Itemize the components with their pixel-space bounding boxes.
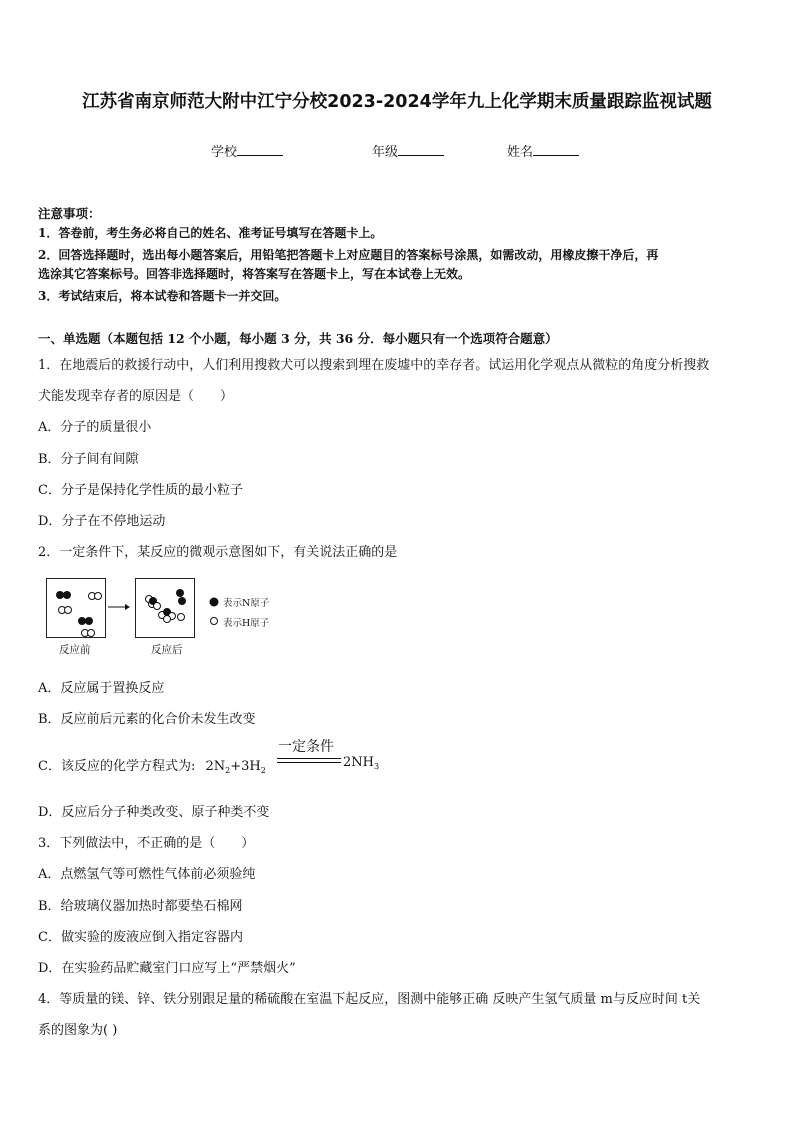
page-title: 江苏省南京师范大附中江宁分校2023-2024学年九上化学期末质量跟踪监视试题 [82,92,712,112]
question-1-line-1: 1．在地震后的救援行动中，人们利用搜救犬可以搜索到埋在废墟中的幸存者。试运用化学观点从微粒的角度分析搜救 [38,358,710,373]
before-label: 反应前 [59,644,91,656]
n-atom-icon [208,596,220,608]
question-3-stem: 3．下列做法中，不正确的是（ ） [38,836,255,851]
before-molecules [47,579,105,637]
before-box [46,578,106,638]
q3-option-a: A．点燃氢气等可燃性气体前必须验纯 [38,867,256,882]
q3-option-c: C．做实验的废液应倒入指定容器内 [38,930,243,945]
note-item: 1．答卷前，考生务必将自己的姓名、准考证号填写在答题卡上。 [38,226,383,240]
notes-heading: 注意事项： [38,206,101,221]
q2-option-c [38,755,266,775]
legend-n-atom: 表示N原子 [223,598,270,609]
q1-option-c: C．分子是保持化学性质的最小粒子 [38,483,243,498]
after-molecules [136,579,194,637]
q2-option-d: D．反应后分子种类改变、原子种类不变 [38,805,270,820]
q1-option-a: A．分子的质量很小 [38,420,152,435]
name-label: 姓名 [507,145,534,160]
after-box [135,578,195,638]
note-item: 2．回答选择题时，选出每小题答案后，用铅笔把答题卡上对应题目的答案标号涂黑，如需改动，用橡皮擦干净后，再 [38,248,659,262]
q3-option-d: D．在实验药品贮藏室门口应写上“严禁烟火” [38,961,296,976]
h-atom-icon [209,616,219,626]
school-blank [237,144,283,156]
reaction-diagram [43,578,283,658]
grade-field [372,141,444,160]
q2-option-a: A．反应属于置换反应 [38,681,165,696]
question-4-line-2: 系的图象为( ) [38,1023,118,1038]
q3-option-b: B．给玻璃仪器加热时都要垫石棉网 [38,899,243,914]
question-1-line-2: 犬能发现幸存者的原因是（ ） [38,389,234,404]
equals-line-top [277,758,341,759]
grade-label: 年级 [372,145,399,160]
question-2-stem: 2．一定条件下，某反应的微观示意图如下，有关说法正确的是 [38,545,398,560]
note-item: 3．考试结束后，将本试卷和答题卡一并交回。 [38,289,287,303]
q2-option-c-prefix: C．该反应的化学方程式为: [38,759,196,774]
legend-h-atom: 表示H原子 [223,618,270,629]
question-4-line-1: 4．等质量的镁、锌、铁分别跟足量的稀硫酸在室温下起反应，图测中能够正确 反映产生氢气质量 m与反应时间 t关 [38,992,701,1007]
section-heading: 一、单选题（本题包括 12 个小题，每小题 3 分，共 36 分．每小题只有一个选项符合题意） [38,331,558,346]
grade-blank [398,144,444,156]
arrow-icon [107,602,131,612]
note-item: 选涂其它答案标号。回答非选择题时，将答案写在答题卡上，写在本试卷上无效。 [38,267,471,281]
q1-option-d: D．分子在不停地运动 [38,514,166,529]
name-field [507,141,579,160]
q1-option-b: B．分子间有间隙 [38,452,139,467]
school-label: 学校 [211,145,238,160]
name-blank [533,144,579,156]
equals-line-bottom [277,762,341,763]
equation-lhs: $2N_2+3H_2$ [205,759,266,775]
equation-rhs: $2NH_3$ [343,755,380,771]
after-label: 反应后 [151,644,183,656]
reaction-condition: 一定条件 [278,739,334,755]
school-field [211,141,283,160]
q2-option-b: B．反应前后元素的化合价未发生改变 [38,712,256,727]
